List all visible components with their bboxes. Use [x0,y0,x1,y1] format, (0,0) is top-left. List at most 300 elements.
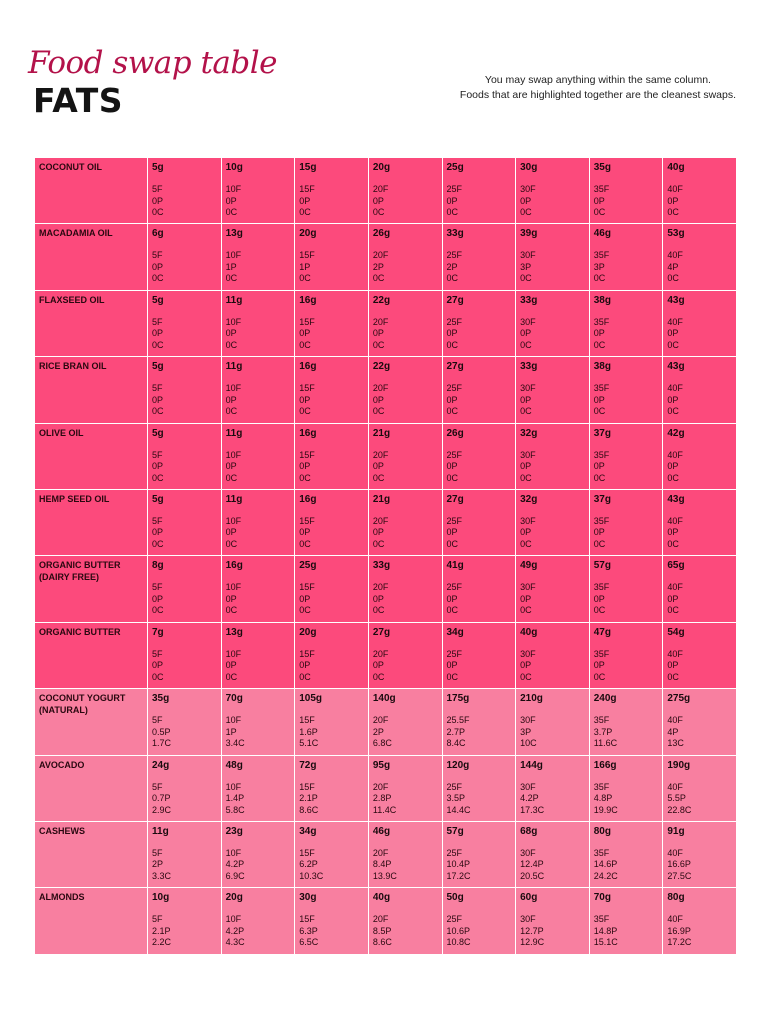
fat-value: 20F [372,184,389,194]
portion-grams: 5g [152,361,164,373]
swap-cell [589,689,663,755]
swap-cell [295,689,369,755]
table-row [35,888,737,954]
carb-value: 17.2C [446,870,471,881]
protein-value: 0P [446,660,458,671]
portion-grams: 57g [593,560,611,572]
portion-grams: 5g [152,294,164,306]
carb-value: 0C [667,339,679,350]
fat-value: 5F [152,781,163,792]
protein-value: 0P [520,195,532,206]
fat-value: 35F [593,648,610,659]
portion-grams: 39g [520,228,538,240]
portion-grams: 11g [225,294,243,306]
protein-value: 2P [372,726,384,737]
portion-grams: 40g [520,626,538,638]
protein-value: 10.6P [446,925,471,936]
swap-cell [221,158,295,224]
protein-value: 0.7P [152,793,171,804]
carb-value: 0C [667,472,679,483]
protein-value: 0.5P [152,726,171,737]
carb-value: 0C [152,273,164,284]
carb-value: 0C [520,605,532,616]
portion-grams: 48g [225,759,243,771]
swap-cell [221,622,295,688]
carb-value: 0C [152,605,164,616]
portion-grams: 32g [520,493,538,505]
portion-grams: 38g [593,294,611,306]
portion-grams: 7g [152,626,164,638]
portion-grams: 33g [520,294,538,306]
portion-grams: 41g [446,560,464,572]
portion-grams: 22g [372,361,391,373]
carb-value: 17.3C [520,804,545,815]
carb-value: 0C [152,472,164,483]
protein-value: 0P [667,660,679,671]
swap-cell [442,158,516,224]
protein-value: 14.6P [593,859,618,870]
protein-value: 0P [152,593,164,604]
fat-value: 10F [225,316,242,327]
swap-cell [295,489,369,555]
portion-grams: 16g [299,493,317,505]
table-row [35,489,737,555]
swap-cell [368,821,442,887]
carb-value: 19.9C [593,804,618,815]
protein-value: 0P [152,461,164,472]
protein-value: 0P [299,527,311,538]
table-row [35,622,737,688]
swap-cell [663,489,737,555]
table-row [35,224,737,290]
protein-value: 0P [372,593,384,604]
fat-value: 15F [299,914,315,925]
food-name-cell: RICE BRAN OIL [35,357,148,423]
swap-cell [148,821,222,887]
protein-value: 0P [152,660,164,671]
fat-value: 20F [372,250,389,261]
carb-value: 6.5C [299,937,319,948]
protein-value: 6.2P [299,859,318,870]
portion-grams: 46g [372,825,391,837]
protein-value: 0P [593,195,605,206]
portion-grams: 175g [446,693,470,705]
swap-cell [148,755,222,821]
carb-value: 27.5C [667,870,692,881]
swap-cell [295,290,369,356]
carb-value: 0C [299,472,311,483]
carb-value: 0C [152,207,164,217]
portion-grams: 50g [446,892,464,904]
carb-value: 8.4C [446,738,466,749]
fat-value: 35F [593,781,610,792]
swap-cell [148,224,222,290]
carb-value: 0C [446,671,459,682]
protein-value: 0P [372,660,384,671]
portion-grams: 11g [225,427,243,439]
protein-value: 0P [225,461,237,472]
fat-value: 20F [372,715,389,726]
table-row [35,821,737,887]
protein-value: 0P [593,394,605,405]
fat-value: 10F [225,648,242,659]
fat-value: 20F [372,781,389,792]
swap-cell [516,224,590,290]
protein-value: 0P [225,593,237,604]
food-swap-table [34,157,737,955]
swap-cell [148,357,222,423]
protein-value: 8.4P [372,859,392,870]
portion-grams: 91g [667,825,685,837]
carb-value: 0C [593,671,606,682]
carb-value: 0C [520,472,532,483]
table-row [35,158,737,224]
fat-value: 5F [152,847,163,858]
protein-value: 0P [593,660,605,671]
portion-grams: 38g [593,361,611,373]
carb-value: 0C [299,605,311,616]
protein-value: 3P [593,261,605,272]
swap-cell [221,821,295,887]
carb-value: 0C [593,339,606,350]
fat-value: 35F [593,715,610,726]
carb-value: 11.4C [372,804,397,815]
protein-value: 4.2P [520,793,539,804]
protein-value: 1.4P [225,793,245,804]
carb-value: 14.4C [446,804,471,815]
carb-value: 0C [446,207,459,217]
fat-value: 30F [520,582,536,593]
food-name-cell: OLIVE OIL [35,423,148,489]
fat-value: 40F [667,383,683,394]
protein-value: 0P [520,660,532,671]
portion-grams: 27g [446,493,464,505]
food-name-cell: COCONUT YOGURT (NATURAL) [35,689,148,755]
portion-grams: 140g [372,693,396,705]
swap-cell [148,423,222,489]
swap-cell [442,622,516,688]
swap-cell [295,556,369,622]
carb-value: 0C [372,273,385,284]
fat-value: 5F [152,715,163,726]
fat-value: 5F [152,648,163,659]
protein-value: 1P [299,261,311,272]
protein-value: 3.5P [446,793,466,804]
food-name-cell: ORGANIC BUTTER (DAIRY FREE) [35,556,148,622]
carb-value: 0C [446,339,459,350]
swap-cell [589,821,663,887]
portion-grams: 144g [520,759,543,771]
fat-value: 30F [520,383,536,394]
carb-value: 0C [372,207,385,217]
fat-value: 10F [225,847,242,858]
portion-grams: 20g [372,162,391,173]
portion-grams: 21g [372,493,391,505]
swap-cell [516,821,590,887]
swap-cell [368,489,442,555]
fat-value: 10F [225,449,242,460]
protein-value: 0P [225,660,237,671]
fat-value: 20F [372,383,389,394]
fat-value: 25F [446,582,463,593]
fat-value: 35F [593,515,610,526]
swap-cell [148,689,222,755]
carb-value: 0C [372,605,385,616]
protein-value: 0P [520,461,532,472]
food-name-cell: ALMONDS [35,888,148,954]
fat-value: 10F [225,383,242,394]
protein-value: 0P [152,527,164,538]
swap-cell [589,622,663,688]
fat-value: 35F [593,250,610,261]
carb-value: 11.6C [593,738,618,749]
swap-cell [442,224,516,290]
protein-value: 4.2P [225,859,245,870]
instruction-line: Foods that are highlighted together are the cleanest swaps. [459,89,736,101]
protein-value: 0P [667,328,679,339]
fat-value: 20F [372,316,389,327]
swap-cell [221,357,295,423]
portion-grams: 70g [593,892,611,904]
swap-cell [516,888,590,954]
protein-value: 0P [593,328,605,339]
protein-value: 2P [446,261,458,272]
carb-value: 0C [520,538,532,549]
protein-value: 16.9P [667,925,691,936]
swap-cell [368,224,442,290]
portion-grams: 11g [152,825,169,837]
fat-value: 5F [152,914,163,925]
protein-value: 0P [667,593,679,604]
fat-value: 5F [152,449,163,460]
swap-cell [516,689,590,755]
carb-value: 12.9C [520,937,545,948]
fat-value: 35F [593,847,610,858]
food-name-cell: AVOCADO [35,755,148,821]
carb-value: 0C [372,472,385,483]
portion-grams: 68g [520,825,538,837]
protein-value: 0P [152,394,164,405]
swap-cell [295,357,369,423]
protein-value: 0P [520,394,532,405]
carb-value: 3.4C [225,738,245,749]
swap-cell [368,622,442,688]
fat-value: 40F [667,914,683,925]
fat-value: 25F [446,383,463,394]
swap-cell [368,158,442,224]
portion-grams: 35g [593,162,611,173]
swap-cell [589,357,663,423]
protein-value: 0P [446,328,458,339]
swap-cell [663,423,737,489]
protein-value: 0P [372,195,384,206]
protein-value: 0P [152,195,164,206]
protein-value: 1P [225,261,237,272]
fat-value: 10F [225,715,242,726]
portion-grams: 40g [667,162,685,173]
carb-value: 0C [667,406,679,417]
swap-cell [663,158,737,224]
fat-value: 15F [299,316,315,327]
swap-cell [516,489,590,555]
fat-value: 25F [446,515,463,526]
swap-cell [442,489,516,555]
protein-value: 0P [299,461,311,472]
carb-value: 0C [446,472,459,483]
protein-value: 3P [520,726,532,737]
protein-value: 0P [520,527,532,538]
swap-cell [663,622,737,688]
carb-value: 0C [520,406,532,417]
fat-value: 35F [593,383,610,394]
fat-value: 35F [593,582,610,593]
fat-value: 5F [152,316,163,327]
fat-value: 20F [372,847,389,858]
protein-value: 3P [520,261,532,272]
swap-cell [295,158,369,224]
protein-value: 2P [152,859,164,870]
fat-value: 20F [372,515,389,526]
fat-value: 5F [152,184,163,194]
protein-value: 0P [593,593,605,604]
portion-grams: 37g [593,427,611,439]
fat-value: 5F [152,250,163,261]
protein-value: 4P [667,726,679,737]
protein-value: 0P [299,660,311,671]
swap-cell [516,423,590,489]
protein-value: 3.7P [593,726,613,737]
swap-cell [442,755,516,821]
protein-value: 0P [520,593,532,604]
swap-cell [589,423,663,489]
carb-value: 0C [593,472,606,483]
fat-value: 15F [299,250,315,261]
carb-value: 1.7C [152,738,172,749]
fat-value: 10F [225,582,242,593]
swap-cell [221,224,295,290]
carb-value: 0C [593,406,606,417]
portion-grams: 15g [299,162,317,173]
protein-value: 10.4P [446,859,471,870]
swap-cell [442,556,516,622]
portion-grams: 43g [667,361,685,373]
portion-grams: 10g [225,162,243,173]
portion-grams: 57g [446,825,464,837]
portion-grams: 33g [446,228,464,240]
fat-value: 35F [593,449,610,460]
fat-value: 20F [372,648,389,659]
portion-grams: 22g [372,294,391,306]
protein-value: 0P [225,328,237,339]
protein-value: 0P [446,593,458,604]
protein-value: 4.8P [593,793,613,804]
carb-value: 0C [299,671,311,682]
carb-value: 0C [225,406,238,417]
swap-cell [589,556,663,622]
carb-value: 0C [372,339,385,350]
portion-grams: 33g [520,361,538,373]
portion-grams: 120g [446,759,470,771]
carb-value: 0C [446,406,459,417]
carb-value: 17.2C [667,937,692,948]
portion-grams: 27g [372,626,391,638]
portion-grams: 54g [667,626,685,638]
portion-grams: 35g [152,693,170,705]
portion-grams: 13g [225,228,243,240]
swap-cell [295,755,369,821]
swap-cell [516,290,590,356]
swap-cell [663,556,737,622]
fat-value: 30F [520,914,536,925]
carb-value: 0C [446,273,459,284]
carb-value: 0C [225,273,238,284]
carb-value: 0C [667,207,679,217]
swap-cell [221,556,295,622]
portion-grams: 49g [520,560,538,572]
portion-grams: 6g [152,228,164,240]
carb-value: 0C [520,273,532,284]
carb-value: 22.8C [667,804,692,815]
protein-value: 4P [667,261,679,272]
carb-value: 0C [299,273,311,284]
protein-value: 0P [225,394,237,405]
fat-value: 40F [667,847,683,858]
swap-cell [663,224,737,290]
portion-grams: 23g [225,825,243,837]
fat-value: 5F [152,383,163,394]
instruction-line: You may swap anything within the same column. [484,74,711,86]
protein-value: 0P [299,195,311,206]
portion-grams: 11g [225,361,243,373]
carb-value: 0C [446,605,459,616]
swap-cell [589,755,663,821]
portion-grams: 16g [299,294,317,306]
fat-value: 20F [372,914,389,925]
portion-grams: 80g [593,825,611,837]
portion-grams: 240g [593,693,617,705]
carb-value: 20.5C [520,870,545,881]
swap-cell [368,423,442,489]
swap-cell [663,755,737,821]
portion-grams: 60g [520,892,538,904]
swap-cell [442,888,516,954]
carb-value: 10.8C [446,937,471,948]
fat-value: 10F [225,184,242,194]
carb-value: 8.6C [299,804,319,815]
swap-cell [221,489,295,555]
swap-cell [663,821,737,887]
fat-value: 25F [446,449,463,460]
carb-value: 5.1C [299,738,319,749]
carb-value: 13C [667,738,684,749]
protein-value: 0P [593,461,605,472]
protein-value: 0P [446,527,458,538]
swap-cell [221,423,295,489]
swap-cell [516,622,590,688]
fat-value: 15F [299,847,315,858]
fat-value: 15F [299,184,315,194]
protein-value: 0P [372,394,384,405]
protein-value: 6.3P [299,925,318,936]
food-name-cell: CASHEWS [35,821,148,887]
fat-value: 35F [593,316,610,327]
protein-value: 2.7P [446,726,466,737]
fat-value: 10F [225,914,242,925]
swap-cell [368,556,442,622]
portion-grams: 16g [299,361,317,373]
carb-value: 6.9C [225,870,245,881]
fat-value: 20F [372,449,389,460]
